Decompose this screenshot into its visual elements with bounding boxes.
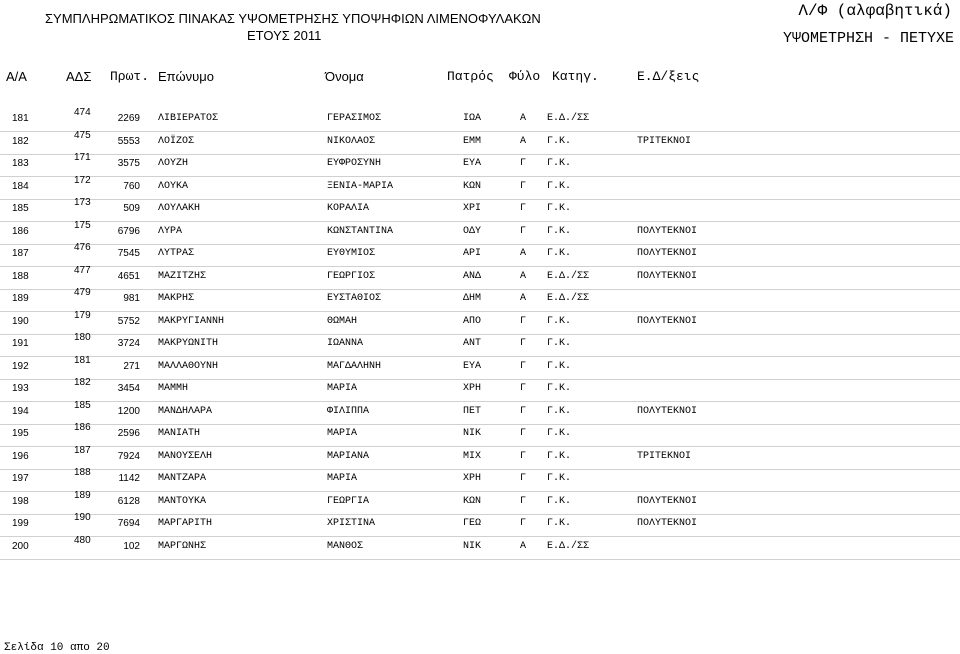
father-name-cell: ΝΙΚ [463,428,482,439]
ads-cell: 172 [74,174,91,186]
aa-cell: 181 [12,113,29,124]
column-header-surname: Επώνυμο [158,69,214,84]
table-row [0,289,960,312]
category-cell: Ε.Δ./ΣΣ [547,293,590,304]
category-cell: Γ.Κ. [547,203,572,214]
sort-note: Λ/Φ (αλφαβητικά) [798,2,952,20]
father-name-cell: ΠΕΤ [463,405,482,417]
aa-cell: 190 [12,315,29,327]
aa-cell: 183 [12,158,29,169]
gender-cell: Α [520,135,527,147]
column-header-gender: Φύλο [509,69,541,84]
name-cell: ΕΥΣΤΑΘΙΟΣ [327,293,382,304]
table-row [0,354,960,380]
category-cell: Γ.Κ. [547,450,572,462]
gender-cell: Γ [520,203,527,214]
gender-cell: Γ [520,428,527,439]
prot-cell: 271 [123,360,140,372]
category-cell: Γ.Κ. [547,338,572,349]
notes-cell: ΤΡΙΤΕΚΝΟΙ [637,135,692,147]
father-name-cell: ΑΠΟ [463,315,482,327]
document-subject: ΥΨΟΜΕΤΡΗΣΗ - ΠΕΤΥΧΕ [782,30,954,47]
table-row [0,174,960,200]
prot-cell: 7545 [117,248,140,259]
surname-cell: ΜΑΝΔΗΛΑΡΑ [158,405,213,417]
gender-cell: Γ [520,473,527,484]
name-cell: ΙΩΑΝΝΑ [327,338,364,349]
ads-cell: 188 [74,467,91,478]
notes-cell: ΠΟΛΥΤΕΚΝΟΙ [637,405,698,417]
father-name-cell: ΚΩΝ [463,495,482,507]
aa-cell: 199 [12,518,29,529]
table-row [0,469,960,492]
table-row [0,334,960,357]
aa-cell: 191 [12,338,29,349]
column-header-category: Κατηγ. [552,69,599,84]
aa-cell: 193 [12,383,29,394]
column-header-notes: Ε.Δ/ξεις [637,69,700,84]
gender-cell: Α [520,540,527,552]
surname-cell: ΜΑΝΤΖΑΡΑ [158,473,207,484]
name-cell: ΜΑΡΙΑΝΑ [327,450,370,462]
table-row [0,129,960,155]
aa-cell: 185 [12,203,29,214]
ads-cell: 175 [74,219,91,231]
table-row [0,514,960,537]
column-header-prot: Πρωτ. [110,69,150,84]
surname-cell: ΜΑΖΙΤΖΗΣ [158,270,207,282]
father-name-cell: ΑΝΔ [463,270,482,282]
surname-cell: ΜΑΚΡΥΩΝΙΤΗ [158,338,219,349]
name-cell: ΕΥΘΥΜΙΟΣ [327,248,376,259]
gender-cell: Α [520,113,527,124]
ads-cell: 480 [74,534,91,546]
surname-cell: ΜΑΛΛΑΘΟΥΝΗ [158,360,219,372]
category-cell: Γ.Κ. [547,518,572,529]
notes-cell: ΠΟΛΥΤΕΚΝΟΙ [637,495,698,507]
category-cell: Γ.Κ. [547,225,572,237]
prot-cell: 1200 [117,405,140,417]
father-name-cell: ΧΡΗ [463,383,482,394]
aa-cell: 198 [12,495,29,507]
table-row [0,154,960,177]
father-name-cell: ΕΜΜ [463,135,482,147]
column-header-aa: Α/Α [6,69,27,84]
gender-cell: Γ [520,518,527,529]
surname-cell: ΜΑΡΓΑΡΙΤΗ [158,518,213,529]
prot-cell: 4651 [117,270,140,282]
name-cell: ΜΑΓΔΑΛΗΝΗ [327,360,382,372]
father-name-cell: ΚΩΝ [463,180,482,192]
category-cell: Γ.Κ. [547,428,572,439]
aa-cell: 200 [12,540,29,552]
category-cell: Γ.Κ. [547,315,572,327]
surname-cell: ΜΑΡΓΩΝΗΣ [158,540,207,552]
table-row [0,399,960,425]
table-row [0,199,960,222]
prot-cell: 7694 [117,518,140,529]
name-cell: ΜΑΡΙΑ [327,428,358,439]
prot-cell: 2596 [117,428,140,439]
father-name-cell: ΧΡΗ [463,473,482,484]
gender-cell: Γ [520,495,527,507]
father-name-cell: ΕΥΑ [463,360,482,372]
ads-cell: 476 [74,242,91,253]
category-cell: Γ.Κ. [547,158,572,169]
table-row [0,379,960,402]
prot-cell: 981 [123,293,140,304]
column-header-father: Πατρός [447,69,494,84]
aa-cell: 184 [12,180,29,192]
name-cell: ΜΑΡΙΑ [327,473,358,484]
name-cell: ΧΡΙΣΤΙΝΑ [327,518,376,529]
gender-cell: Γ [520,225,527,237]
prot-cell: 5553 [117,135,140,147]
category-cell: Γ.Κ. [547,360,572,372]
gender-cell: Γ [520,315,527,327]
gender-cell: Γ [520,158,527,169]
gender-cell: Α [520,248,527,259]
prot-cell: 3575 [117,158,140,169]
ads-cell: 182 [74,377,91,388]
ads-cell: 474 [74,107,91,118]
father-name-cell: ΝΙΚ [463,540,482,552]
father-name-cell: ΧΡΙ [463,203,482,214]
surname-cell: ΛΙΒΙΕΡΑΤΟΣ [158,113,219,124]
ads-cell: 186 [74,422,91,433]
document-title: ΣΥΜΠΛΗΡΩΜΑΤΙΚΟΣ ΠΙΝΑΚΑΣ ΥΨΟΜΕΤΡΗΣΗΣ ΥΠΟΨΗΦΙΩΝ ΛΙΜΕΝΟΦΥΛΑΚΩΝ [45,11,541,26]
prot-cell: 5752 [117,315,140,327]
notes-cell: ΤΡΙΤΕΚΝΟΙ [637,450,692,462]
prot-cell: 3724 [117,338,140,349]
aa-cell: 195 [12,428,29,439]
table-row [0,219,960,245]
gender-cell: Α [520,293,527,304]
surname-cell: ΜΑΚΡΗΣ [158,293,195,304]
aa-cell: 186 [12,225,29,237]
notes-cell: ΠΟΛΥΤΕΚΝΟΙ [637,248,698,259]
aa-cell: 187 [12,248,29,259]
prot-cell: 3454 [117,383,140,394]
name-cell: ΜΑΡΙΑ [327,383,358,394]
notes-cell: ΠΟΛΥΤΕΚΝΟΙ [637,315,698,327]
table-row [0,534,960,560]
surname-cell: ΜΑΜΜΗ [158,383,189,394]
surname-cell: ΜΑΝΙΑΤΗ [158,428,201,439]
aa-cell: 188 [12,270,29,282]
name-cell: ΚΩΝΣΤΑΝΤΙΝΑ [327,225,394,237]
category-cell: Ε.Δ./ΣΣ [547,540,590,552]
prot-cell: 7924 [117,450,140,462]
document-year: ΕΤΟΥΣ 2011 [247,28,322,43]
category-cell: Γ.Κ. [547,180,572,192]
father-name-cell: ΔΗΜ [463,293,482,304]
gender-cell: Γ [520,338,527,349]
name-cell: ΓΕΩΡΓΙΟΣ [327,270,376,282]
category-cell: Γ.Κ. [547,383,572,394]
notes-cell: ΠΟΛΥΤΕΚΝΟΙ [637,225,698,237]
category-cell: Ε.Δ./ΣΣ [547,270,590,282]
name-cell: ΘΩΜΑΗ [327,315,358,327]
ads-cell: 180 [74,332,91,343]
gender-cell: Γ [520,450,527,462]
column-header-ads: ΑΔΣ [66,69,92,84]
surname-cell: ΜΑΚΡΥΓΙΑΝΝΗ [158,315,225,327]
gender-cell: Α [520,270,527,282]
ads-cell: 479 [74,287,91,298]
prot-cell: 1142 [118,473,140,484]
prot-cell: 509 [123,203,140,214]
father-name-cell: ΙΩΑ [463,113,482,124]
category-cell: Γ.Κ. [547,135,572,147]
notes-cell: ΠΟΛΥΤΕΚΝΟΙ [637,518,698,529]
name-cell: ΞΕΝΙΑ-ΜΑΡΙΑ [327,180,394,192]
ads-cell: 185 [74,399,91,411]
prot-cell: 6796 [117,225,140,237]
ads-cell: 189 [74,489,91,501]
table-row [0,444,960,470]
gender-cell: Γ [520,405,527,417]
father-name-cell: ΕΥΑ [463,158,482,169]
column-header-name: Όνομα [325,69,364,84]
category-cell: Γ.Κ. [547,405,572,417]
surname-cell: ΛΟΥΖΗ [158,158,189,169]
prot-cell: 760 [123,180,140,192]
father-name-cell: ΑΡΙ [463,248,482,259]
aa-cell: 197 [12,473,29,484]
notes-cell: ΠΟΛΥΤΕΚΝΟΙ [637,270,698,282]
category-cell: Γ.Κ. [547,473,572,484]
ads-cell: 173 [74,197,91,208]
table-row [0,489,960,515]
prot-cell: 2269 [117,113,140,124]
name-cell: ΚΟΡΑΛΙΑ [327,203,370,214]
table-row [0,424,960,447]
ads-cell: 179 [74,309,91,321]
name-cell: ΕΥΦΡΟΣΥΝΗ [327,158,382,169]
table-row [0,244,960,267]
ads-cell: 187 [74,444,91,456]
name-cell: ΦΙΛΙΠΠΑ [327,405,370,417]
father-name-cell: ΜΙΧ [463,450,482,462]
aa-cell: 182 [12,135,29,147]
surname-cell: ΛΥΤΡΑΣ [158,248,195,259]
gender-cell: Γ [520,360,527,372]
ads-cell: 475 [74,129,91,141]
surname-cell: ΛΟΥΚΑ [158,180,189,192]
surname-cell: ΜΑΝΤΟΥΚΑ [158,495,207,507]
table-row [0,109,960,132]
surname-cell: ΛΟΪΖΟΣ [158,135,195,147]
gender-cell: Γ [520,383,527,394]
category-cell: Γ.Κ. [547,248,572,259]
name-cell: ΓΕΩΡΓΙΑ [327,495,370,507]
name-cell: ΝΙΚΟΛΑΟΣ [327,135,376,147]
table-row [0,264,960,290]
aa-cell: 194 [12,405,29,417]
prot-cell: 6128 [117,495,140,507]
name-cell: ΜΑΝΘΟΣ [327,540,364,552]
category-cell: Γ.Κ. [547,495,572,507]
surname-cell: ΛΟΥΛΑΚΗ [158,203,201,214]
aa-cell: 192 [12,360,29,372]
table-row [0,309,960,335]
gender-cell: Γ [520,180,527,192]
name-cell: ΓΕΡΑΣΙΜΟΣ [327,113,382,124]
ads-cell: 190 [74,512,91,523]
prot-cell: 102 [123,540,140,552]
aa-cell: 189 [12,293,29,304]
ads-cell: 181 [74,354,91,366]
ads-cell: 477 [74,264,91,276]
father-name-cell: ΑΝΤ [463,338,482,349]
surname-cell: ΛΥΡΑ [158,225,183,237]
surname-cell: ΜΑΝΟΥΣΕΛΗ [158,450,213,462]
father-name-cell: ΓΕΩ [463,518,482,529]
father-name-cell: ΟΔΥ [463,225,482,237]
page-number: Σελίδα 10 απο 20 [4,642,110,654]
category-cell: Ε.Δ./ΣΣ [547,113,590,124]
ads-cell: 171 [74,152,91,163]
aa-cell: 196 [12,450,29,462]
